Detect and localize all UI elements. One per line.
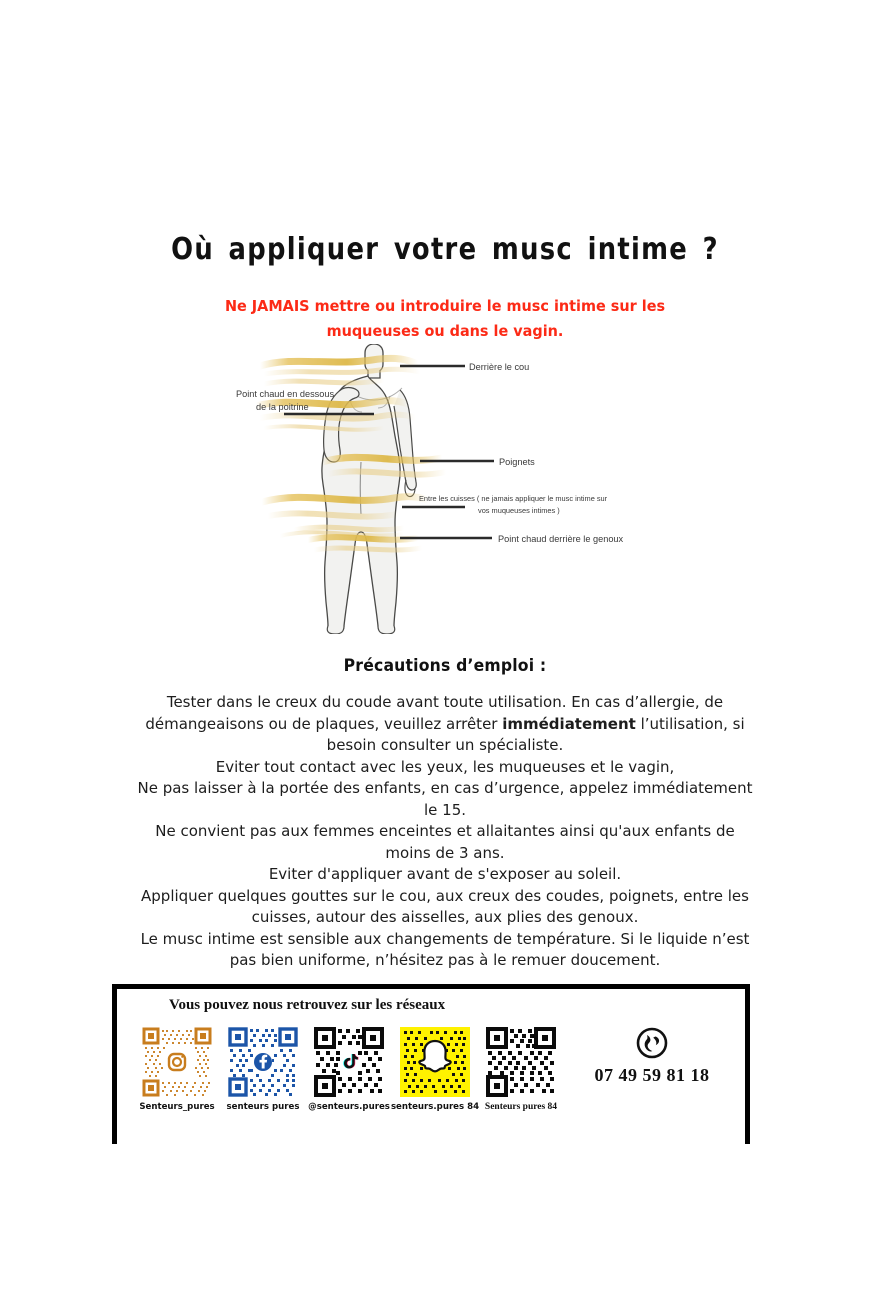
diagram-label-thighs-line2: vos muqueuses intimes ) — [478, 506, 560, 515]
diagram-label-wrists: Poignets — [499, 457, 535, 467]
tiktok-qr-code[interactable] — [314, 1027, 384, 1097]
precautions-text — [133, 692, 757, 972]
qr-label-snapchat: senteurs.pures 84 — [390, 1102, 480, 1112]
qr-cell-facebook[interactable] — [225, 1027, 301, 1112]
qr-cell-generic[interactable] — [483, 1027, 559, 1112]
precaution-paragraph-5: Eviter d'appliquer avant de s'exposer au soleil. — [268, 865, 622, 883]
phone-icon — [634, 1025, 670, 1061]
qr-code-row — [139, 1027, 559, 1112]
qr-label-instagram: Senteurs_pures — [139, 1102, 215, 1112]
phone-number: 07 49 59 81 18 — [594, 1065, 710, 1085]
diagram-label-neck: Derrière le cou — [469, 362, 530, 372]
facebook-qr-code[interactable] — [228, 1027, 298, 1097]
instagram-qr-code[interactable] — [142, 1027, 212, 1097]
precaution-text-1a: Tester dans le creux du coude avant toute utilisation. En cas d’allergie, de démangeaisons ou de plaques, veuillez arrêter — [145, 693, 724, 733]
precautions-heading: Précautions d’emploi : — [343, 656, 547, 676]
precaution-paragraph-2: Eviter tout contact avec les yeux, les muqueuses et le vagin, — [215, 757, 675, 776]
body-silhouette — [322, 344, 416, 634]
facebook-icon — [254, 1053, 272, 1071]
qr-cell-tiktok[interactable] — [308, 1027, 390, 1112]
qr-label-facebook: senteurs pures — [226, 1102, 300, 1112]
diagram-label-under-chest-line1: Point chaud en dessous — [236, 389, 335, 399]
phone-contact[interactable] — [577, 1025, 727, 1086]
precaution-paragraph-7: Le musc intime est sensible aux changements de température. Si le liquide n’est pas bien uniforme, n’hésitez pas à le remuer doucement. — [140, 929, 750, 969]
page-title: Où appliquer votre musc intime ? — [171, 232, 719, 267]
precaution-paragraph-3: Ne pas laisser à la portée des enfants, en cas d’urgence, appelez immédiatement le 15. — [137, 779, 753, 819]
diagram-label-knees: Point chaud derrière le genoux — [498, 534, 624, 544]
diagram-label-thighs-line1: Entre les cuisses ( ne jamais appliquer le musc intime sur — [419, 494, 608, 503]
snapchat-qr-code[interactable] — [400, 1027, 470, 1097]
social-media-box — [112, 984, 750, 1144]
diagram-labels — [236, 362, 624, 544]
generic-qr-code[interactable] — [486, 1027, 556, 1097]
social-heading: Vous pouvez nous retrouvez sur les réseaux — [169, 997, 446, 1013]
qr-cell-snapchat[interactable] — [390, 1027, 480, 1112]
warning-text: Ne JAMAIS mettre ou introduire le musc intime sur les muqueuses ou dans le vagin. — [224, 297, 666, 340]
precaution-emphasis: immédiatement — [502, 714, 636, 733]
qr-cell-instagram[interactable] — [139, 1027, 215, 1112]
diagram-label-under-chest-line2: de la poitrine — [256, 402, 309, 412]
body-diagram — [222, 344, 672, 634]
qr-label-generic: Senteurs pures 84 — [484, 1102, 558, 1112]
precaution-text-1b: l’utilisation, si besoin consulter un spécialiste. — [326, 714, 745, 754]
qr-label-tiktok: @senteurs.pures — [308, 1102, 390, 1112]
precaution-paragraph-1 — [133, 692, 757, 757]
precaution-paragraph-4: Ne convient pas aux femmes enceintes et allaitantes ainsi qu'aux enfants de moins de 3 ans. — [155, 822, 735, 862]
precaution-paragraph-6: Appliquer quelques gouttes sur le cou, aux creux des coudes, poignets, entre les cuisses, autour des aisselles, aux plies des genoux. — [141, 886, 749, 926]
